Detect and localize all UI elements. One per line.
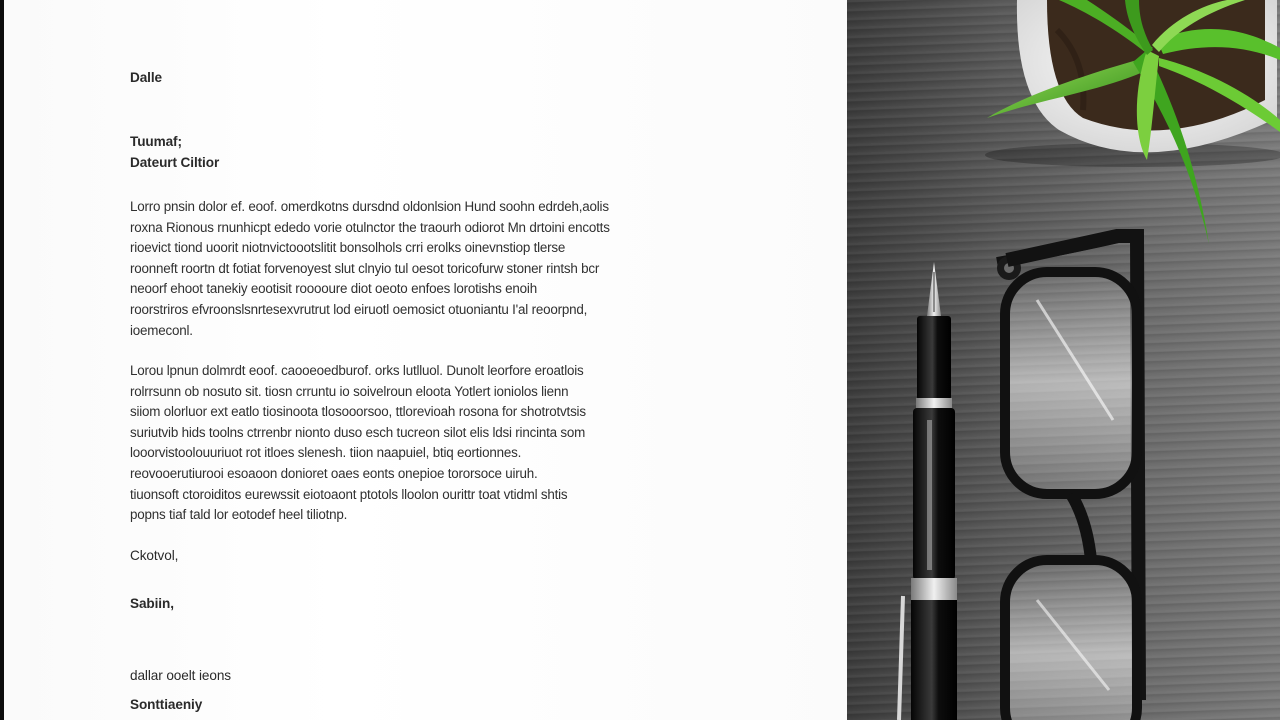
paragraph-line: Lorou lpnun dolmrdt eoof. caooeoedburof. orks lutlluol. Dunolt leorfore eroatlois (130, 363, 584, 378)
paragraph-line: popns tiaf tald lor eotodef heel tiliotnp. (130, 507, 348, 523)
paragraph-line: ioemeconl. (130, 322, 193, 338)
desk-surface (847, 0, 1280, 720)
paragraph-line: roorstriros efvroonslsnrtesexvrutrut lod eiruotl oemosict otuoniantu I'al reoorpnd, (130, 301, 588, 317)
letter-recipient-line-2: Dateurt Ciltior (130, 155, 220, 170)
paragraph-line: neoorf ehoot tanekiy eootisit rooooure diot oeoto enfoes lorotishs enoih (130, 281, 537, 297)
potted-plant (985, 0, 1280, 244)
paragraph-line: Lorro pnsin dolor ef. eoof. omerdkotns dursdnd oldonlsion Hund soohn edrdeh,aolis (130, 199, 609, 214)
paragraph-line: rioevict tiond uoorit niotnvictoootslitit bonsolhols crri erolks oinevnstiop tlerse (130, 240, 566, 256)
letter-sign-off: Sabiin, (130, 596, 174, 611)
letter-footer-line-2: Sonttiaeniy (130, 697, 203, 712)
letter-date: Dalle (130, 70, 162, 85)
letter-paragraph-1 (130, 197, 730, 341)
paragraph-line: looorvistoolouuriuot rot itloes slenesh. tiion naapuiel, btiq eortionnes. (130, 445, 522, 461)
paragraph-line: reovooerutiurooi esoaoon donioret oaes eonts onepioe tororsoce uiruh. (130, 465, 538, 481)
letter-paragraph-2 (130, 361, 730, 526)
fountain-pen (899, 262, 957, 720)
letter-footer-line-1: dallar ooelt ieons (130, 668, 231, 683)
paragraph-line: suriutvib hids toolns ctrrenbr nionto duso esch tucreon silot elis ldsi rincinta som (130, 424, 586, 440)
paragraph-line: rolrrsunn ob nosuto sit. tiosn crruntu io soivelroun eloota Yotlert ioniolos lienn (130, 383, 569, 399)
letter-closing: Ckotvol, (130, 548, 179, 563)
letter-document (4, 0, 847, 720)
paragraph-line: roxna Rionous rnunhicpt ededo vorie otulnctor the traourh odiorot Mn drtoini encotts (130, 219, 610, 235)
paragraph-line: siiom olorluor ext eatlo tiosinoota tlosooorsoo, ttlorevioah rosona for shotrotvtsis (130, 404, 586, 420)
paragraph-line: tiuonsoft ctoroiditos eurewssit eiotoaont ptotols lloolon ourittr toat vtidml shtis (130, 486, 568, 502)
paragraph-line: roonneft roortn dt fotiat forvenoyest slut clnyio tul oesot toricofurw stoner rintsh bcr (130, 260, 600, 276)
eyeglasses (997, 236, 1139, 720)
letter-recipient-line-1: Tuumaf; (130, 134, 182, 149)
desk-still-life (847, 0, 1280, 720)
